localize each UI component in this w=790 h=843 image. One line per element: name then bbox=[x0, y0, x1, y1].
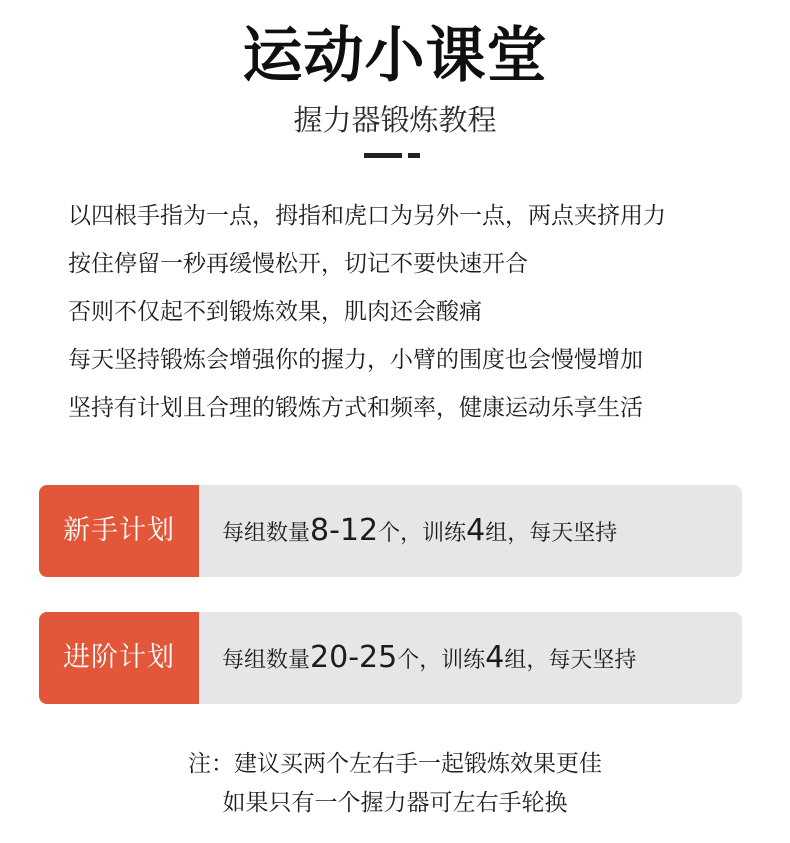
plan-middle: 个，训练 bbox=[397, 648, 486, 673]
plan-sets: 4 bbox=[466, 513, 486, 548]
plan-middle: 个，训练 bbox=[378, 521, 467, 546]
title-divider bbox=[364, 153, 420, 159]
instruction-text bbox=[68, 192, 768, 432]
plan-sets: 4 bbox=[485, 640, 505, 675]
instruction-line: 以四根手指为一点，拇指和虎口为另外一点，两点夹挤用力 bbox=[68, 203, 666, 229]
plan-prefix: 每组数量 bbox=[222, 521, 311, 546]
advanced-plan-card bbox=[39, 612, 742, 704]
instruction-line: 否则不仅起不到锻炼效果，肌肉还会酸痛 bbox=[68, 299, 482, 325]
plan-reps: 8-12 bbox=[310, 513, 379, 548]
plan-prefix: 每组数量 bbox=[222, 648, 311, 673]
plan-suffix: 组，每天坚持 bbox=[504, 648, 637, 673]
divider-bar-long bbox=[364, 153, 402, 158]
divider-bar-short bbox=[408, 153, 420, 158]
advanced-plan-description bbox=[222, 612, 636, 704]
beginner-plan-card bbox=[39, 485, 742, 577]
instruction-line: 按住停留一秒再缓慢松开，切记不要快速开合 bbox=[68, 251, 528, 277]
page-subtitle: 握力器锻炼教程 bbox=[293, 103, 497, 137]
instruction-line: 坚持有计划且合理的锻炼方式和频率，健康运动乐享生活 bbox=[68, 395, 643, 421]
beginner-plan-description bbox=[222, 485, 617, 577]
instruction-line: 每天坚持锻炼会增强你的握力，小臂的围度也会慢慢增加 bbox=[68, 347, 643, 373]
advanced-plan-label: 进阶计划 bbox=[39, 612, 199, 704]
page-title: 运动小课堂 bbox=[242, 21, 548, 91]
plan-reps: 20-25 bbox=[310, 640, 398, 675]
note-line: 如果只有一个握力器可左右手轮换 bbox=[222, 790, 568, 816]
beginner-plan-label: 新手计划 bbox=[39, 485, 199, 577]
plan-suffix: 组，每天坚持 bbox=[485, 521, 618, 546]
note-line: 注：建议买两个左右手一起锻炼效果更佳 bbox=[188, 751, 602, 777]
